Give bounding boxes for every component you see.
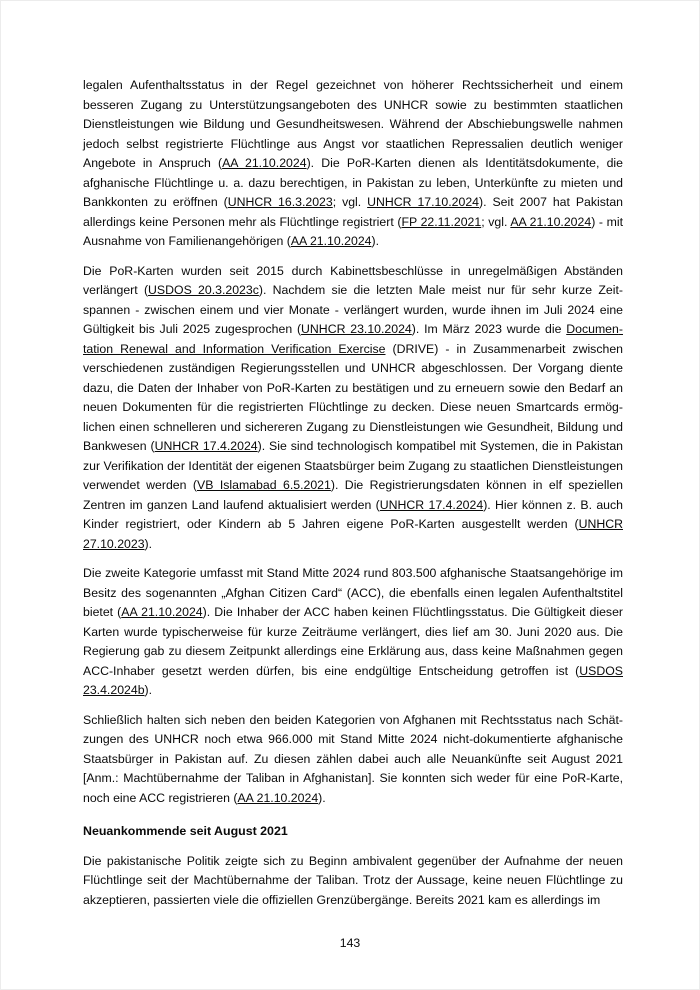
citation-link[interactable]: UNHCR 16.3.2023 xyxy=(227,195,333,209)
text-run: ). xyxy=(371,234,380,248)
body-paragraph xyxy=(83,76,623,252)
document-body xyxy=(83,76,623,920)
text-run: Die pakistanische Politik zeigte sich zu Beginn ambivalent gegenüber der Aufnahme der neuen Flüchtlinge seit der Machtübernahme der Taliban. Trotz der Aussage, keine neuen Flüchtlinge zu akzeptieren, passierten viele die offiziellen Grenzübergänge. Bereits 2021 kam es allerdings im xyxy=(83,853,623,907)
text-run: ). xyxy=(144,536,153,551)
text-run: ). Die Inhaber der ACC haben keinen Flüchtlingsstatus. Die Gültigkeit dieser Karten wurde typischerweise für kurze Zeiträume verlängert, dies lief am 30. Juni 2020 aus. Die Regierung gab zu diesem Zeitpunkt allerdings eine Erklärung aus, dass keine Maßnahmen gegen ACC-Inhaber gesetzt werden dürfen, bis eine endgültige Entscheidung getroffen ist ( xyxy=(83,605,624,678)
drive-term-link[interactable]: Documentation Renewal and Information Verification Exercise xyxy=(83,322,623,356)
text-run: ). Im März 2023 wurde die xyxy=(411,322,567,336)
citation-link[interactable]: AA 21.10.2024 xyxy=(121,605,203,619)
citation-link[interactable]: UNHCR 27.10.2023 xyxy=(83,517,623,551)
text-run: Die zweite Kategorie umfasst mit Stand Mitte 2024 rund 803.500 afghanische Staatsangehörige im Besitz des sogenannten „Afghan Citizen Card“ (ACC), die ebenfalls einen legalen Aufenthaltstitel bietet ( xyxy=(83,566,623,619)
citation-link[interactable]: UNHCR 23.10.2024 xyxy=(301,322,412,336)
citation-link[interactable]: AA 21.10.2024 xyxy=(222,156,307,170)
citation-link[interactable]: AA 21.10.2024 xyxy=(290,234,372,248)
text-run: (DRIVE) - in Zusammenarbeit zwischen verschiedenen zuständigen Regierungsstellen und UNHCR abgeschlossen. Der Vorgang diente dazu, die Daten der Inhaber von PoR-Karten zu bestätigen und zu erneuern sowie den Bedarf an neuen Dokumenten für die registrierten Flüchtlinge zu decken. Diese neuen Smartcards ermöglichen einen schnelleren und sichereren Zugang zu Dienstleistungen wie Gesundheit, Bildung und Bankwesen ( xyxy=(83,341,623,453)
citation-link[interactable]: FP 22.11.2021 xyxy=(401,214,482,229)
text-run: Neuankommende seit August 2021 xyxy=(83,824,288,838)
text-run: ). Die Registrierungsdaten können in elf speziellen Zentren im ganzen Land laufend aktualisiert werden ( xyxy=(83,478,624,512)
text-run: ). Nachdem sie die letzten Male meist nur für sehr kurze Zeitspannen - zwischen einem und vier Monate - verlängert wurden, wurde ihnen im Juli 2024 eine Gültigkeit bis Juli 2025 zugesprochen ( xyxy=(83,283,623,336)
body-paragraph xyxy=(83,852,623,911)
text-run: ). xyxy=(144,683,153,697)
citation-link[interactable]: AA 21.10.2024 xyxy=(510,214,592,229)
text-run: ) - mit Ausnahme von Familienangehörigen ( xyxy=(83,214,624,248)
text-run: ). xyxy=(318,790,326,805)
citation-link[interactable]: AA 21.10.2024 xyxy=(237,790,319,805)
body-paragraph xyxy=(83,564,623,701)
text-run: Die PoR-Karten wurden seit 2015 durch Kabinettsbeschlüsse in unregelmäßigen Abständen verlängert ( xyxy=(83,263,623,297)
citation-link[interactable]: USDOS 23.4.2024b xyxy=(83,663,623,697)
text-run: ; vgl. xyxy=(481,214,511,229)
citation-link[interactable]: UNHCR 17.10.2024 xyxy=(367,195,480,209)
page-number: 143 xyxy=(339,936,361,950)
text-run: Schließlich halten sich neben den beiden Kategorien von Afghanen mit Rechtsstatus nach Schätzungen des UNHCR noch etwa 966.000 mit Stand Mitte 2024 nicht-dokumentierte afghanische Staatsbürger in Pakistan auf. Zu diesen zählen dabei auch alle Neuankünfte seit August 2021 [Anm.: Machtübernahme der Taliban in Afghanistan]. Sie konnten sich weder für eine PoR-Karte, noch eine ACC registrieren ( xyxy=(83,712,623,805)
citation-link[interactable]: VB Islamabad 6.5.2021 xyxy=(197,478,331,492)
text-run: ; vgl. xyxy=(332,195,368,209)
citation-link[interactable]: UNHCR 17.4.2024 xyxy=(379,497,484,512)
text-run: ). Seit 2007 hat Pakistan allerdings keine Personen mehr als Flüchtlinge registriert ( xyxy=(83,195,624,229)
citation-link[interactable]: USDOS 20.3.2023c xyxy=(148,283,259,297)
text-run: legalen Aufenthaltsstatus in der Regel gezeichnet von höherer Rechtssicherheit und einem besseren Zugang zu Unterstützungsangeboten des UNHCR sowie zu bestimmten staatlichen Dienstleistungen wie Bildung und Gesundheitswesen. Während der Abschiebungswelle nahmen jedoch selbst registrierte Flüchtlinge aus Angst vor staatlichen Repressalien deutlich weniger Angebote in Anspruch ( xyxy=(83,78,623,170)
text-run: ). Sie sind technologisch kompatibel mit Systemen, die in Pakistan zur Verifikation der Identität der eigenen Staatsbürger beim Zugang zu staatlichen Dienstleistungen verwendet werden ( xyxy=(83,439,623,492)
body-paragraph xyxy=(83,711,623,809)
body-paragraph xyxy=(83,262,623,555)
citation-link[interactable]: UNHCR 17.4.2024 xyxy=(154,439,258,453)
text-run: ). Die PoR-Karten dienen als Identitätsdokumente, die afghanische Flüchtlinge u. a. dazu berechtigen, in Pakistan zu leben, Unterkünfte zu mieten und Bankkonten zu eröffnen ( xyxy=(83,156,624,209)
text-run: ). Hier können z. B. auch Kinder registriert, oder Kindern ab 5 Jahren eigene PoR-Karten ausgestellt werden ( xyxy=(83,497,623,531)
section-heading xyxy=(83,822,623,842)
